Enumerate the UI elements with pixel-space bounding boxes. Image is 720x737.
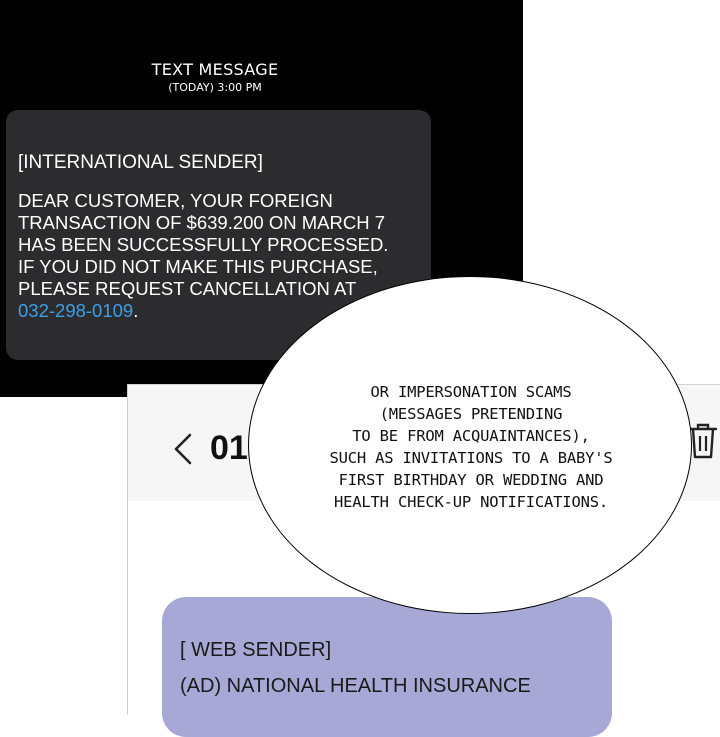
contact-number: 01 bbox=[210, 429, 248, 467]
balloon-line: HEALTH CHECK-UP NOTIFICATIONS. bbox=[334, 493, 608, 511]
sms-body-line: PLEASE REQUEST CANCELLATION AT bbox=[18, 278, 357, 299]
sms-body-line: HAS BEEN SUCCESSFULLY PROCESSED. bbox=[18, 234, 389, 255]
balloon-line: TO BE FROM ACQUAINTANCES), bbox=[352, 427, 590, 445]
balloon-line: (MESSAGES PRETENDING bbox=[379, 405, 563, 423]
balloon-line: SUCH AS INVITATIONS TO A BABY'S bbox=[329, 449, 613, 467]
sms-body-line: TRANSACTION OF $639.200 ON MARCH 7 bbox=[18, 212, 386, 233]
chevron-left-icon[interactable] bbox=[166, 429, 206, 469]
sms-trailing-period: . bbox=[133, 300, 139, 321]
sms-body-line: IF YOU DID NOT MAKE THIS PURCHASE, bbox=[18, 256, 378, 277]
received-message-bubble bbox=[162, 597, 612, 737]
sms-header-title: TEXT MESSAGE bbox=[151, 60, 279, 79]
sms-body-line: DEAR CUSTOMER, YOUR FOREIGN bbox=[18, 190, 333, 211]
speech-balloon bbox=[248, 276, 692, 614]
ad-line: (AD) NATIONAL HEALTH INSURANCE bbox=[180, 675, 531, 697]
phone-number-link[interactable]: 032-298-0109 bbox=[18, 300, 134, 321]
balloon-text bbox=[299, 381, 643, 513]
balloon-line: FIRST BIRTHDAY OR WEDDING AND bbox=[338, 471, 604, 489]
sms-sender: [INTERNATIONAL SENDER] bbox=[18, 152, 263, 173]
sms-header-time: (TODAY) 3:00 PM bbox=[168, 81, 262, 94]
trash-icon[interactable] bbox=[688, 421, 718, 461]
sms-header bbox=[90, 60, 340, 94]
balloon-line: OR IMPERSONATION SCAMS bbox=[370, 383, 572, 401]
web-sender: [ WEB SENDER] bbox=[180, 639, 332, 661]
